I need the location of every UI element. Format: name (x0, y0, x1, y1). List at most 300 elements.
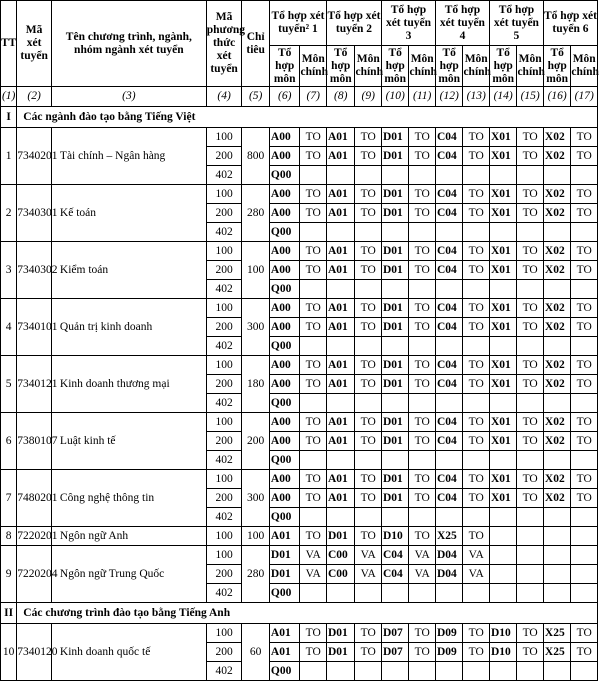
program-quota: 100 (242, 527, 270, 546)
main-subject-cell: TO (300, 128, 326, 147)
main-subject-cell: TO (300, 261, 326, 280)
subject-combo-cell (326, 584, 355, 603)
subject-combo-cell (381, 223, 409, 242)
subject-combo-cell: D01 (269, 546, 300, 565)
method-code: 402 (206, 223, 242, 242)
subject-combo-cell: X01 (489, 356, 517, 375)
subject-combo-cell: A00 (269, 432, 300, 451)
subject-combo-cell: X25 (435, 527, 463, 546)
program-tt: 10 (1, 624, 17, 681)
main-subject-cell: TO (355, 261, 381, 280)
main-subject-cell: VA (409, 546, 435, 565)
main-subject-cell: VA (463, 546, 489, 565)
program-name: Ngôn ngữ Trung Quốc (51, 546, 206, 603)
table-body (1, 107, 598, 681)
method-code: 200 (206, 204, 242, 223)
sub-header-mon: Môn chính (355, 46, 381, 87)
subject-combo-cell: A01 (326, 489, 355, 508)
subject-combo-cell: D01 (381, 356, 409, 375)
main-subject-cell: TO (463, 204, 489, 223)
main-subject-cell (571, 662, 598, 681)
main-subject-cell: TO (463, 624, 489, 643)
main-subject-cell: TO (300, 432, 326, 451)
column-index-cell: (10) (381, 87, 409, 107)
subject-combo-cell: D10 (381, 527, 409, 546)
main-subject-cell (409, 280, 435, 299)
program-tt: 4 (1, 299, 17, 356)
main-subject-cell: VA (409, 565, 435, 584)
method-code: 402 (206, 508, 242, 527)
main-subject-cell: TO (517, 204, 543, 223)
main-subject-cell: TO (409, 413, 435, 432)
main-subject-cell (355, 166, 381, 185)
subject-combo-cell: D09 (435, 643, 463, 662)
main-subject-cell: TO (300, 318, 326, 337)
method-code: 200 (206, 432, 242, 451)
subject-combo-cell: A01 (326, 432, 355, 451)
main-subject-cell: TO (355, 489, 381, 508)
main-subject-cell: TO (463, 413, 489, 432)
table-row (1, 624, 598, 643)
subject-combo-cell (326, 394, 355, 413)
subject-combo-cell (489, 394, 517, 413)
section-number: II (1, 603, 17, 624)
program-quota: 300 (242, 299, 270, 356)
main-subject-cell: TO (300, 489, 326, 508)
subject-combo-cell: X01 (489, 470, 517, 489)
main-subject-cell: TO (300, 470, 326, 489)
method-code: 200 (206, 489, 242, 508)
subject-combo-cell: A01 (326, 375, 355, 394)
table-row (1, 527, 598, 546)
subject-combo-cell (543, 508, 571, 527)
subject-combo-cell: D01 (381, 489, 409, 508)
main-subject-cell: TO (463, 147, 489, 166)
main-subject-cell: TO (409, 128, 435, 147)
main-subject-cell: TO (409, 261, 435, 280)
main-subject-cell: TO (571, 432, 598, 451)
subject-combo-cell (435, 508, 463, 527)
subject-combo-cell: A00 (269, 470, 300, 489)
main-subject-cell: TO (571, 128, 598, 147)
main-subject-cell: TO (463, 242, 489, 261)
method-code: 200 (206, 147, 242, 166)
program-code: 7340201 (17, 128, 52, 185)
method-code: 402 (206, 280, 242, 299)
main-subject-cell: TO (300, 643, 326, 662)
main-subject-cell: TO (409, 375, 435, 394)
program-code: 7220201 (17, 527, 52, 546)
col-tt-header: TT (1, 1, 17, 87)
subject-combo-cell: X02 (543, 470, 571, 489)
main-subject-cell (517, 584, 543, 603)
subject-combo-cell (435, 280, 463, 299)
main-subject-cell (355, 280, 381, 299)
program-name: Luật kinh tế (51, 413, 206, 470)
main-subject-cell: TO (409, 318, 435, 337)
subject-combo-cell: A00 (269, 242, 300, 261)
program-tt: 8 (1, 527, 17, 546)
main-subject-cell (300, 584, 326, 603)
subject-combo-cell: D09 (435, 624, 463, 643)
subject-combo-cell (543, 451, 571, 470)
program-tt: 9 (1, 546, 17, 603)
main-subject-cell: TO (517, 643, 543, 662)
main-subject-cell: TO (300, 356, 326, 375)
main-subject-cell: TO (571, 204, 598, 223)
subject-combo-cell: Q00 (269, 662, 300, 681)
program-name: Công nghệ thông tin (51, 470, 206, 527)
main-subject-cell (463, 451, 489, 470)
header-row-1 (1, 1, 598, 46)
subject-combo-cell: X02 (543, 299, 571, 318)
main-subject-cell: TO (517, 185, 543, 204)
subject-combo-cell (543, 280, 571, 299)
main-subject-cell (571, 584, 598, 603)
subject-combo-cell: C00 (326, 565, 355, 584)
program-tt: 7 (1, 470, 17, 527)
main-subject-cell (355, 394, 381, 413)
main-subject-cell: TO (409, 185, 435, 204)
program-name: Tài chính – Ngân hàng (51, 128, 206, 185)
main-subject-cell: TO (355, 624, 381, 643)
subject-combo-cell: D01 (381, 318, 409, 337)
subject-combo-cell (543, 166, 571, 185)
main-subject-cell: TO (409, 489, 435, 508)
subject-combo-cell (435, 394, 463, 413)
subject-combo-cell: C04 (435, 375, 463, 394)
main-subject-cell (409, 337, 435, 356)
main-subject-cell (355, 662, 381, 681)
subject-combo-cell (435, 584, 463, 603)
subject-combo-cell: A01 (326, 356, 355, 375)
main-subject-cell (355, 337, 381, 356)
subject-combo-cell: C04 (435, 261, 463, 280)
sub-header-mon: Môn chính (409, 46, 435, 87)
subject-combo-cell (435, 451, 463, 470)
main-subject-cell (409, 662, 435, 681)
subject-combo-cell: Q00 (269, 280, 300, 299)
main-subject-cell (571, 337, 598, 356)
main-subject-cell: TO (571, 413, 598, 432)
column-index-cell: (2) (17, 87, 52, 107)
column-index-cell: (9) (355, 87, 381, 107)
column-index-cell: (7) (300, 87, 326, 107)
main-subject-cell (409, 451, 435, 470)
main-subject-cell: TO (409, 147, 435, 166)
method-code: 100 (206, 527, 242, 546)
column-index-cell: (12) (435, 87, 463, 107)
main-subject-cell: TO (517, 261, 543, 280)
main-subject-cell: TO (463, 261, 489, 280)
method-code: 402 (206, 584, 242, 603)
section-row (1, 107, 598, 128)
main-subject-cell: TO (571, 624, 598, 643)
tohop-group-header: Tổ hợp xét tuyển 2 (326, 1, 381, 46)
main-subject-cell: TO (517, 242, 543, 261)
method-code: 100 (206, 546, 242, 565)
main-subject-cell (517, 565, 543, 584)
subject-combo-cell (381, 451, 409, 470)
sub-header-mon: Môn chính (571, 46, 598, 87)
main-subject-cell: TO (300, 299, 326, 318)
method-code: 402 (206, 451, 242, 470)
method-code: 200 (206, 318, 242, 337)
main-subject-cell: VA (300, 546, 326, 565)
subject-combo-cell: X01 (489, 128, 517, 147)
method-code: 200 (206, 565, 242, 584)
main-subject-cell (300, 451, 326, 470)
table-row (1, 185, 598, 204)
main-subject-cell (517, 223, 543, 242)
main-subject-cell: TO (355, 242, 381, 261)
main-subject-cell (571, 280, 598, 299)
subject-combo-cell (543, 584, 571, 603)
program-code: 7380107 (17, 413, 52, 470)
subject-combo-cell: A01 (326, 185, 355, 204)
subject-combo-cell (381, 662, 409, 681)
main-subject-cell: TO (355, 128, 381, 147)
subject-combo-cell: C04 (435, 489, 463, 508)
sub-header-tohop: Tổ hợp môn (326, 46, 355, 87)
subject-combo-cell: A00 (269, 413, 300, 432)
main-subject-cell (409, 166, 435, 185)
table-row (1, 128, 598, 147)
subject-combo-cell: D10 (489, 643, 517, 662)
main-subject-cell: TO (355, 643, 381, 662)
subject-combo-cell: A00 (269, 128, 300, 147)
subject-combo-cell (326, 662, 355, 681)
subject-combo-cell: X01 (489, 204, 517, 223)
subject-combo-cell: A00 (269, 204, 300, 223)
main-subject-cell (571, 451, 598, 470)
subject-combo-cell: D01 (381, 413, 409, 432)
subject-combo-cell: A00 (269, 185, 300, 204)
main-subject-cell (517, 166, 543, 185)
main-subject-cell: TO (300, 185, 326, 204)
subject-combo-cell (489, 337, 517, 356)
main-subject-cell: TO (409, 470, 435, 489)
tohop-group-header: Tổ hợp xét tuyển 5 (489, 1, 543, 46)
subject-combo-cell (381, 166, 409, 185)
subject-combo-cell: Q00 (269, 394, 300, 413)
subject-combo-cell: C04 (435, 470, 463, 489)
program-code: 7340101 (17, 299, 52, 356)
program-quota: 60 (242, 624, 270, 681)
subject-combo-cell (543, 223, 571, 242)
subject-combo-cell: Q00 (269, 223, 300, 242)
subject-combo-cell: X02 (543, 204, 571, 223)
subject-combo-cell (489, 508, 517, 527)
main-subject-cell: TO (355, 318, 381, 337)
section-title: Các chương trình đào tạo bằng Tiếng Anh (17, 603, 598, 624)
main-subject-cell: TO (355, 527, 381, 546)
program-name: Kiểm toán (51, 242, 206, 299)
subject-combo-cell: A00 (269, 299, 300, 318)
subject-combo-cell: C04 (435, 356, 463, 375)
method-code: 100 (206, 299, 242, 318)
main-subject-cell (355, 584, 381, 603)
subject-combo-cell: D01 (381, 375, 409, 394)
subject-combo-cell: A01 (326, 470, 355, 489)
subject-combo-cell (435, 166, 463, 185)
main-subject-cell (300, 662, 326, 681)
col-code-header: Mã xét tuyển (17, 1, 52, 87)
main-subject-cell (571, 166, 598, 185)
main-subject-cell: TO (300, 204, 326, 223)
main-subject-cell (300, 280, 326, 299)
column-index-cell: (6) (269, 87, 300, 107)
subject-combo-cell: C04 (435, 204, 463, 223)
subject-combo-cell (489, 662, 517, 681)
main-subject-cell: TO (463, 432, 489, 451)
method-code: 100 (206, 470, 242, 489)
main-subject-cell: TO (300, 413, 326, 432)
main-subject-cell: TO (409, 432, 435, 451)
column-index-cell: (8) (326, 87, 355, 107)
main-subject-cell (409, 394, 435, 413)
program-name: Quản trị kinh doanh (51, 299, 206, 356)
tohop-group-header: Tổ hợp xét tuyển 4 (435, 1, 489, 46)
program-code: 7340121 (17, 356, 52, 413)
subject-combo-cell (326, 166, 355, 185)
subject-combo-cell: X02 (543, 318, 571, 337)
subject-combo-cell (435, 662, 463, 681)
main-subject-cell (355, 451, 381, 470)
method-code: 402 (206, 337, 242, 356)
sub-header-tohop: Tổ hợp môn (489, 46, 517, 87)
main-subject-cell: TO (517, 489, 543, 508)
sub-header-mon: Môn chính (463, 46, 489, 87)
main-subject-cell: VA (300, 565, 326, 584)
subject-combo-cell: X25 (543, 624, 571, 643)
main-subject-cell (517, 280, 543, 299)
subject-combo-cell (489, 166, 517, 185)
main-subject-cell: TO (571, 356, 598, 375)
column-index-cell: (4) (206, 87, 242, 107)
main-subject-cell: TO (409, 204, 435, 223)
subject-combo-cell: C04 (435, 242, 463, 261)
subject-combo-cell: X02 (543, 375, 571, 394)
subject-combo-cell (381, 337, 409, 356)
subject-combo-cell: X02 (543, 128, 571, 147)
subject-combo-cell: A00 (269, 375, 300, 394)
subject-combo-cell: D01 (269, 565, 300, 584)
column-index-cell: (13) (463, 87, 489, 107)
main-subject-cell: TO (571, 261, 598, 280)
subject-combo-cell: D01 (381, 242, 409, 261)
main-subject-cell (571, 527, 598, 546)
subject-combo-cell: D01 (326, 624, 355, 643)
col-method-header: Mã phương thức xét tuyển (206, 1, 242, 87)
main-subject-cell: TO (300, 527, 326, 546)
main-subject-cell (463, 584, 489, 603)
subject-combo-cell (543, 546, 571, 565)
subject-combo-cell: A01 (326, 261, 355, 280)
subject-combo-cell (489, 451, 517, 470)
main-subject-cell (571, 394, 598, 413)
table-row (1, 356, 598, 375)
subject-combo-cell: X02 (543, 261, 571, 280)
main-subject-cell: TO (571, 185, 598, 204)
program-name: Kinh doanh quốc tế (51, 624, 206, 681)
subject-combo-cell: X01 (489, 147, 517, 166)
main-subject-cell: TO (463, 643, 489, 662)
subject-combo-cell (381, 508, 409, 527)
subject-combo-cell: A00 (269, 356, 300, 375)
main-subject-cell: TO (463, 489, 489, 508)
subject-combo-cell: X01 (489, 489, 517, 508)
subject-combo-cell: Q00 (269, 337, 300, 356)
subject-combo-cell: A00 (269, 147, 300, 166)
subject-combo-cell (381, 584, 409, 603)
subject-combo-cell: C04 (435, 318, 463, 337)
subject-combo-cell: D01 (381, 432, 409, 451)
main-subject-cell: VA (355, 546, 381, 565)
subject-combo-cell: Q00 (269, 508, 300, 527)
method-code: 100 (206, 624, 242, 643)
subject-combo-cell: A01 (269, 624, 300, 643)
subject-combo-cell: X25 (543, 643, 571, 662)
subject-combo-cell: D01 (326, 643, 355, 662)
main-subject-cell: TO (463, 128, 489, 147)
main-subject-cell (517, 546, 543, 565)
subject-combo-cell (381, 394, 409, 413)
column-index-cell: (16) (543, 87, 571, 107)
sub-header-tohop: Tổ hợp môn (435, 46, 463, 87)
main-subject-cell: TO (355, 185, 381, 204)
column-index-row (1, 87, 598, 107)
method-code: 100 (206, 185, 242, 204)
section-title: Các ngành đào tạo bằng Tiếng Việt (17, 107, 598, 128)
method-code: 402 (206, 662, 242, 681)
subject-combo-cell: X01 (489, 413, 517, 432)
subject-combo-cell: Q00 (269, 584, 300, 603)
main-subject-cell: TO (571, 318, 598, 337)
subject-combo-cell: X01 (489, 185, 517, 204)
main-subject-cell (463, 394, 489, 413)
tohop-group-header: Tổ hợp xét tuyển² 1 (269, 1, 326, 46)
main-subject-cell: TO (300, 242, 326, 261)
main-subject-cell (463, 662, 489, 681)
subject-combo-cell: A00 (269, 261, 300, 280)
main-subject-cell: TO (409, 624, 435, 643)
main-subject-cell (463, 280, 489, 299)
main-subject-cell (571, 508, 598, 527)
subject-combo-cell: X02 (543, 489, 571, 508)
main-subject-cell: TO (355, 147, 381, 166)
main-subject-cell (300, 508, 326, 527)
subject-combo-cell (326, 337, 355, 356)
subject-combo-cell: A01 (326, 318, 355, 337)
main-subject-cell: TO (517, 413, 543, 432)
main-subject-cell: TO (463, 299, 489, 318)
main-subject-cell: TO (571, 147, 598, 166)
subject-combo-cell: X02 (543, 242, 571, 261)
main-subject-cell (517, 337, 543, 356)
main-subject-cell: TO (571, 643, 598, 662)
method-code: 100 (206, 413, 242, 432)
subject-combo-cell (326, 223, 355, 242)
subject-combo-cell: D01 (381, 470, 409, 489)
subject-combo-cell (543, 394, 571, 413)
column-index-cell: (17) (571, 87, 598, 107)
main-subject-cell: TO (517, 299, 543, 318)
main-subject-cell: TO (355, 356, 381, 375)
subject-combo-cell: X01 (489, 318, 517, 337)
main-subject-cell (571, 565, 598, 584)
main-subject-cell: VA (355, 565, 381, 584)
